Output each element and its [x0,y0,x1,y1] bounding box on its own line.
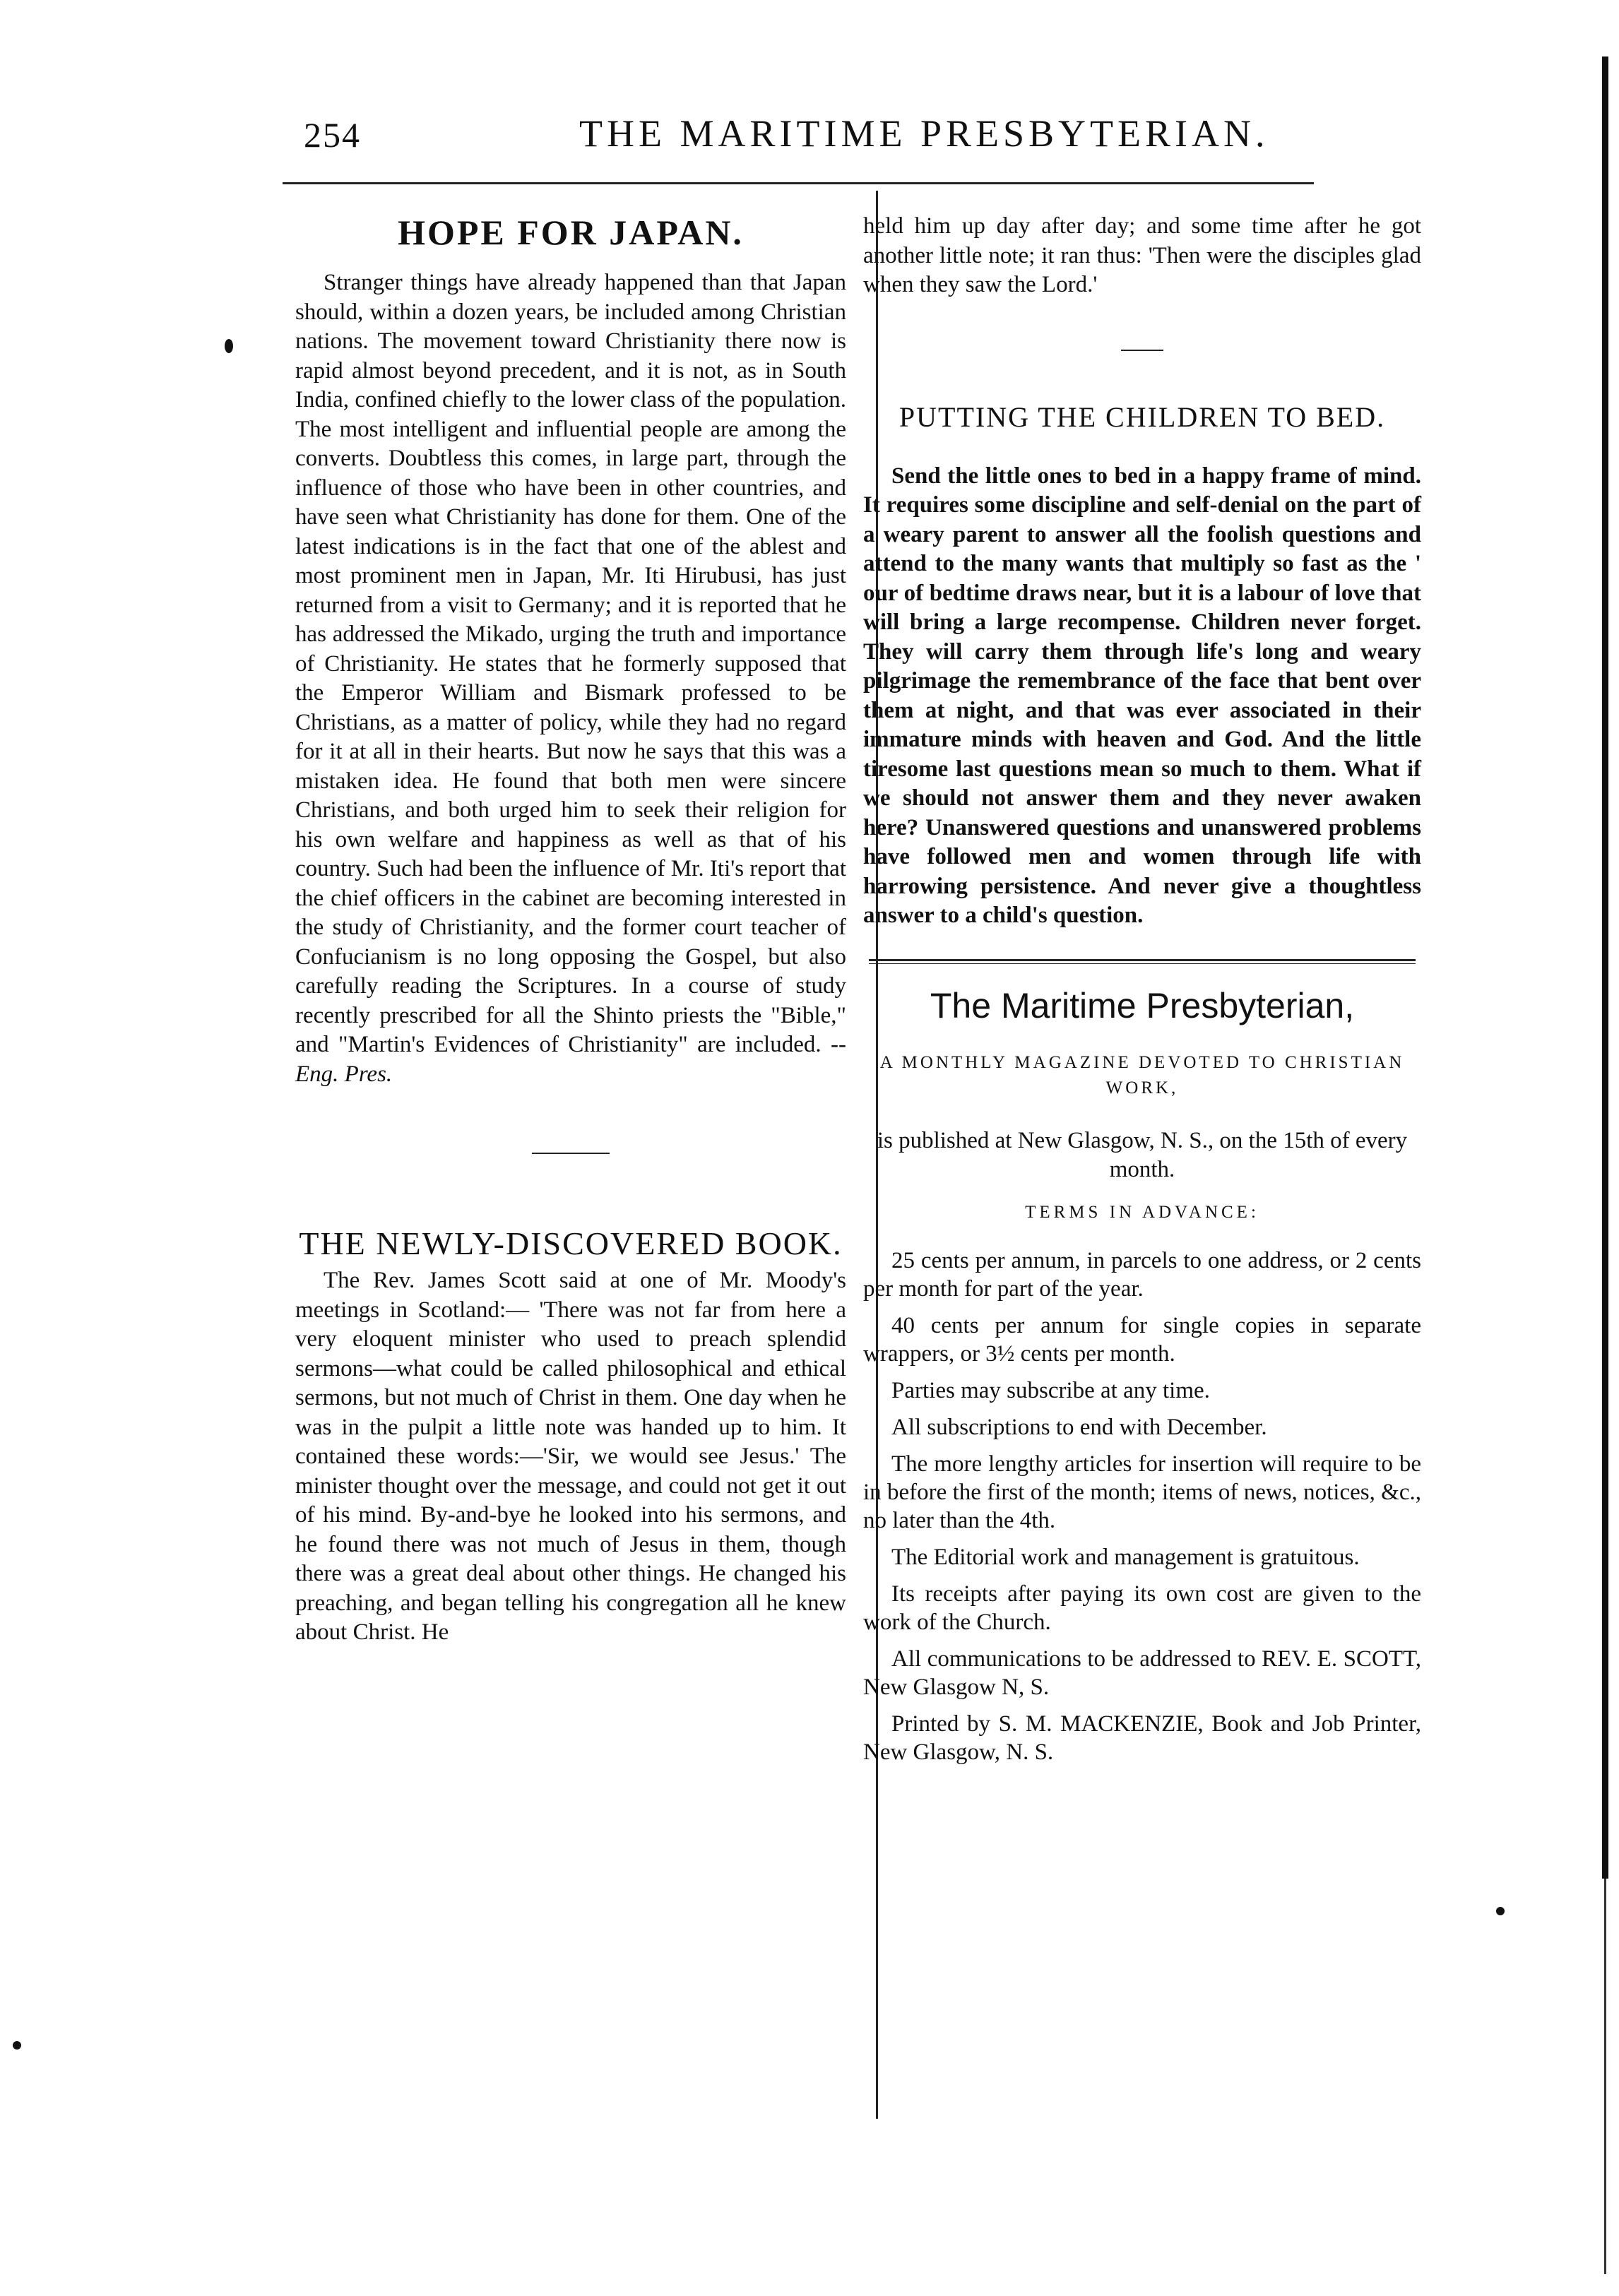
article-text: Stranger things have already happened than that Japan should, within a dozen years, be included among Christian nations. The movement toward Christianity there now is rapid almost beyond precedent, and it is not, as in South India, confined chiefly to the lower class of the population. The most intelligent and influential people are among the converts. Doubtless this comes, in large part, through the influence of those who have been in other countries, and have seen what Christianity has done for them. One of the latest indications is in the fact that one of the ablest and most prominent men in Japan, Mr. Iti Hirubusi, has just returned from a visit to Germany; and it is reported that he has addressed the Mikado, urging the truth and importance of Christianity. He states that he formerly supposed that the Emperor William and Bismark professed to be Christians, as a matter of policy, while they had no regard for it at all in their hearts. But now he says that this was a mistaken idea. He found that both men were sincere Christians, and both urged him to seek their religion for his own welfare and happiness as well as that of his country. Such had been the influence of Mr. Iti's report that the chief officers in the cabinet are becoming interested in the study of Christianity, and the former court teacher of Confucianism is no long opposing the Gospel, but also carefully reading the Scriptures. In a course of study recently prescribed for all the Shinto priests the "Bible," and "Martin's Evidences of Christianity" are included. [295,270,846,1057]
terms-item: The Editorial work and management is gratuitous. [891,1544,1360,1570]
article-body-putting-children-to-bed: Send the little ones to bed in a happy frame of mind. It requires some discipline and self-denial on the part of a weary parent to answer all the foolish questions and attend to the many wants that multiply so fast as the ' our of bedtime draws near, but it is a labour of love that will bring a large recompense. Children never forget. They will carry them through life's long and weary pilgrimage the remembrance of the face that bent over them at night, and that was ever associated in their immature minds with heaven and God. And the little tiresome last questions mean so much to them. What if we should not answer them and they never awaken here? Unanswered questions and unanswered problems have followed men and women through life with harrowing persistence. And never give a thoughtless answer to a child's question. [863,463,1421,928]
binding-margin-line [1602,56,1608,1879]
article-title-newly-discovered-book: THE NEWLY-DISCOVERED BOOK. [299,1225,843,1261]
article-separator [532,1153,610,1154]
article-body-hope-for-japan [295,268,846,1089]
article-continuation: held him up day after day; and some time after he got another little note; it ran thus: 'Then were the disciples glad when they saw the Lord.' [863,213,1421,297]
article-separator [1121,350,1163,351]
terms-item: The more lengthy articles for insertion will require to be in before the first of the month; items of news, notices, &c., no later than the 4th. [863,1451,1421,1533]
masthead-rule [869,959,1416,964]
masthead-subtitle: A MONTHLY MAGAZINE DEVOTED TO CHRISTIAN WORK, [879,1052,1405,1098]
article-body-newly-discovered-book: The Rev. James Scott said at one of Mr. Moody's meetings in Scotland:— 'There was not far from here a very eloquent minister who used to preach splendid sermons—what could be called philosophical and ethical sermons, but not much of Christ in them. One day when he was in the pulpit a little note was handed up to him. It contained these words:—'Sir, we would see Jesus.' The minister thought over the message, and could not get it out of his mind. By-and-bye he looked into his sermons, and he found there was not much of Jesus in them, though there was a great deal about other things. He changed his preaching, and began telling his congregation all he knew about Christ. He [295,1268,846,1645]
ink-speck [13,2041,21,2050]
masthead-title: The Maritime Presbyterian, [930,985,1355,1025]
right-column [863,212,1421,1775]
header-rule [283,182,1314,184]
running-title: THE MARITIME PRESBYTERIAN. [579,112,1269,155]
terms-heading: TERMS IN ADVANCE: [1025,1202,1259,1222]
left-column [295,212,846,1648]
ink-speck [1496,1907,1505,1915]
terms-item: All subscriptions to end with December. [891,1414,1267,1440]
article-source: --Eng. Pres. [295,1032,846,1087]
page-number: 254 [304,115,361,155]
binding-margin-line-tail [1604,1879,1606,2274]
terms-item: 40 cents per annum for single copies in separate wrappers, or 3½ cents per month. [863,1312,1421,1367]
article-title-putting-children-to-bed: PUTTING THE CHILDREN TO BED. [899,400,1386,433]
terms-item: 25 cents per annum, in parcels to one address, or 2 cents per month for part of the year. [863,1247,1421,1302]
printer-credit: Printed by S. M. MACKENZIE, Book and Job Printer, New Glasgow, N. S. [863,1711,1421,1765]
page-header [304,106,1269,169]
ink-speck [225,339,233,353]
article-title-hope-for-japan: HOPE FOR JAPAN. [398,213,744,252]
terms-item: All communications to be addressed to REV. E. SCOTT, New Glasgow N, S. [863,1646,1421,1700]
publication-line: is published at New Glasgow, N. S., on the 15th of every month. [877,1127,1408,1182]
terms-item: Parties may subscribe at any time. [891,1377,1210,1403]
terms-item: Its receipts after paying its own cost are given to the work of the Church. [863,1581,1421,1635]
